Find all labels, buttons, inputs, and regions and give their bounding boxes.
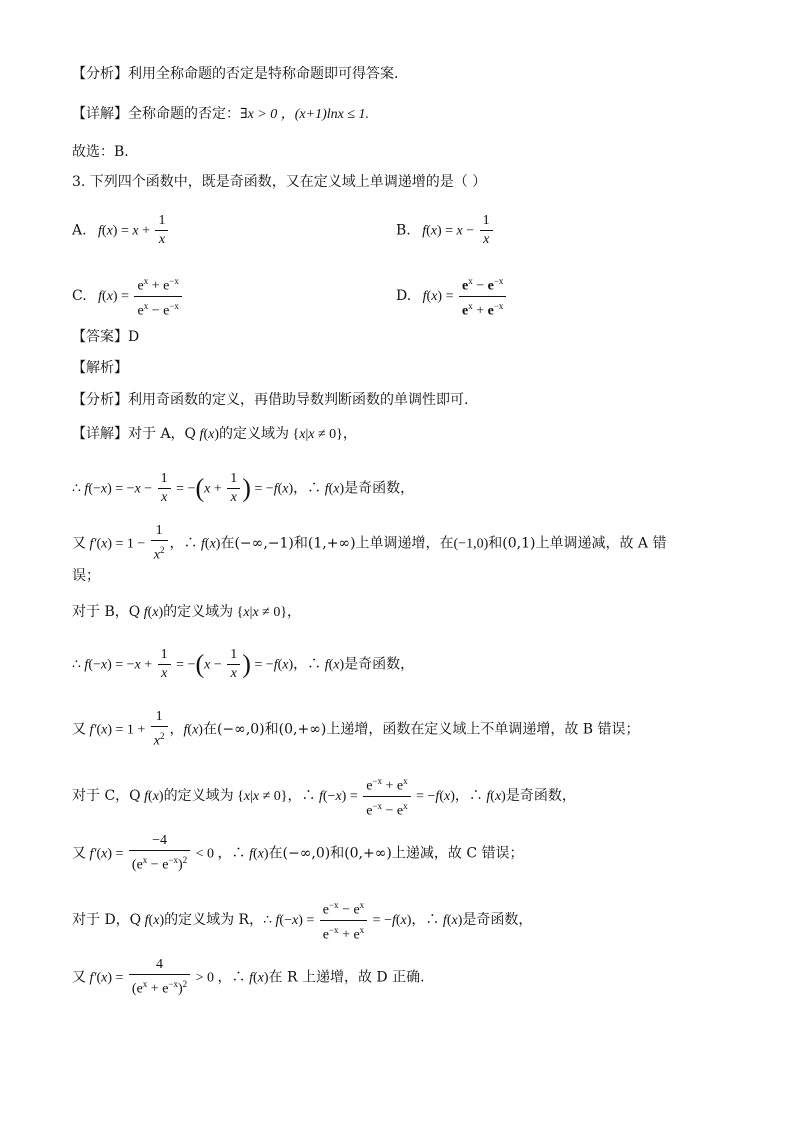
detail-b-domain: 对于 B，Q f(x)的定义域为 {x|x ≠ 0}， — [72, 604, 302, 620]
domain-text: 的定义域为 — [219, 426, 289, 442]
option-d-label: D. — [396, 288, 412, 305]
detail-line-1 — [72, 104, 369, 125]
odd-text-b: 是奇函数， — [344, 656, 415, 673]
option-b: B. f(x) = x − $\frac{1}{x}$ — [396, 212, 495, 249]
c-intro: 对于 C，Q — [72, 788, 141, 805]
detail-a-wrong: 误； — [72, 568, 100, 584]
you-text-b: 又 — [72, 721, 86, 738]
detail-prefix: 【详解】全称命题的否定： — [72, 106, 240, 122]
option-c: C. f(x) = $\frac{e^x + e^{-x}}{e^x - e^{-x}}$ — [72, 272, 184, 320]
detail-c-derivative: 又 f′(x) = $\frac{-4}{(e^x - e^{-x})^2}$ < 0 ，∴ f(x)在(−∞,0)和(0,+∞)上递减，故 C 错误； — [72, 833, 524, 873]
detail-a-derivative: 又 f′(x) = 1 − $\frac{1}{x^2}$ ，∴ f(x)在(−∞,−1)和(1,+∞)上单调递增，在(−1,0)和(0,1)上单调递减，故 A 错 — [72, 523, 667, 563]
you-text-c: 又 — [72, 845, 86, 862]
b-intro: 对于 B，Q — [72, 604, 141, 620]
option-a-label: A. — [72, 222, 87, 239]
detail-c-line: 对于 C，Q f(x)的定义域为 {x|x ≠ 0}，∴ f(−x) = $\frac{e^{-x} + e^x}{e^{-x} - e^x}$ = −f(x)，∴ f(x)是奇函数， — [72, 772, 576, 808]
option-a: A. f(x) = x + $\frac{1}{x}$ — [72, 212, 170, 249]
question-3: 3. 下列四个函数中，既是奇函数，又在定义域上单调递增的是（ ） — [72, 174, 487, 190]
d-domain: 的定义域为 R， — [164, 912, 264, 929]
detail-b-derivative: 又 f′(x) = 1 + $\frac{1}{x^2}$ ，f(x)在(−∞,0)和(0,+∞)上递增，函数在定义域上不单调递增，故 B 错误； — [72, 709, 640, 749]
you-text-d: 又 — [72, 969, 86, 986]
choose-line: 故选：B. — [72, 144, 129, 160]
d-intro: 对于 D，Q — [72, 912, 142, 929]
odd-text-c: 是奇函数， — [505, 788, 576, 805]
detail-b-odd: ∴ f(−x) = −x + $\frac{1}{x}$ = −(x − $\frac{1}{x}$ ) = −f(x)，∴ f(x)是奇函数， — [72, 647, 415, 681]
detail-a-intro: 【详解】对于 A，Q — [72, 426, 197, 442]
a-mono: 在(−∞,−1)和(1,+∞)上单调递增，在 — [220, 535, 454, 552]
odd-text-d: 是奇函数， — [462, 912, 533, 929]
you-text: 又 — [72, 535, 86, 552]
answer-line: 【答案】D — [72, 329, 140, 345]
b-mono: 在(−∞,0)和(0,+∞)上递增，函数在定义域上不单调递增，故 B 错误； — [202, 721, 640, 738]
detail-a-domain: 【详解】对于 A，Q f(x)的定义域为 {x|x ≠ 0}， — [72, 426, 357, 442]
domain-text-c: 的定义域为 — [163, 788, 234, 805]
analysis-line-1: 【分析】利用全称命题的否定是特称命题即可得答案. — [72, 66, 399, 82]
option-d: D. f(x) = $\frac{e^x - e^{-x}}{e^x + e^{-x}}$ — [396, 272, 508, 320]
odd-text: 是奇函数， — [344, 480, 415, 497]
d-mono: 在 R 上递增，故 D 正确. — [268, 969, 425, 986]
analysis-line-2: 【分析】利用奇函数的定义，再借助导数判断函数的单调性即可. — [72, 392, 469, 408]
option-c-label: C. — [72, 288, 87, 305]
domain-text-b: 的定义域为 — [163, 604, 234, 620]
c-mono: 在(−∞,0)和(0,+∞)上递减，故 C 错误； — [268, 845, 524, 862]
detail-d-derivative: 又 f′(x) = $\frac{4}{(e^x + e^{-x})^2}$ > 0 ，∴ f(x)在 R 上递增，故 D 正确. — [72, 957, 425, 997]
detail-math: ∃x > 0 ，(x+1)lnx ≤ 1. — [240, 107, 370, 122]
option-b-label: B. — [396, 222, 411, 239]
jiexi-line: 【解析】 — [72, 360, 128, 376]
a-mono-2: 和(0,1)上单调递减，故 A 错 — [488, 535, 667, 552]
detail-a-odd: ∴ f(−x) = −x − $\frac{1}{x}$ = −(x + $\frac{1}{x}$ ) = −f(x)，∴ f(x)是奇函数， — [72, 471, 415, 505]
detail-d-line: 对于 D，Q f(x)的定义域为 R，∴ f(−x) = $\frac{e^{-x} - e^x}{e^{-x} + e^x}$ = −f(x)，∴ f(x)是奇函数， — [72, 896, 532, 932]
